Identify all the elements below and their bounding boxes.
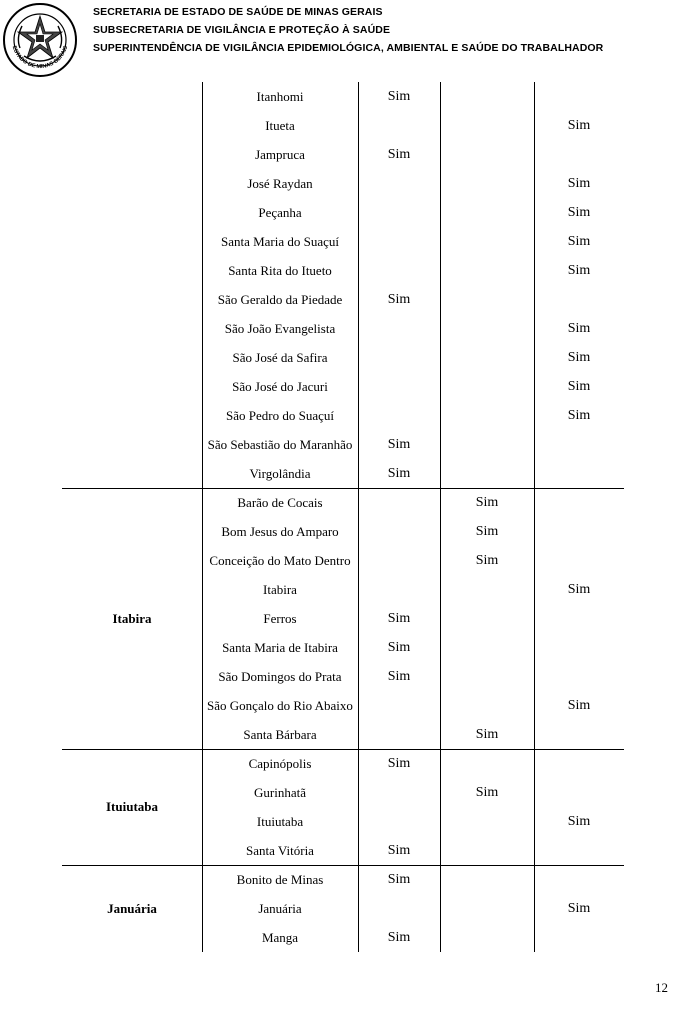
status-cell-col3 [534, 488, 624, 517]
status-cell-col1: Sim [387, 756, 411, 771]
status-cell-col1: Sim [387, 89, 411, 104]
status-cell-col2: Sim [475, 524, 499, 539]
status-cell-col2 [440, 169, 534, 198]
table-row [62, 314, 624, 343]
table-row [62, 227, 624, 256]
table-row [62, 285, 624, 314]
status-cell-col3 [534, 140, 624, 169]
table-row [62, 82, 624, 111]
status-cell-col3: Sim [567, 901, 591, 916]
page-number: 12 [655, 980, 668, 995]
status-cell-col3: Sim [567, 263, 591, 278]
status-cell-col1 [358, 807, 440, 836]
status-cell-col2 [440, 256, 534, 285]
status-cell-col1 [358, 778, 440, 807]
status-cell-col2 [440, 343, 534, 372]
status-cell-col2 [440, 807, 534, 836]
region-separator [62, 865, 624, 866]
status-cell-col1: Sim [387, 292, 411, 307]
municipality-table [62, 82, 624, 952]
municipality-cell: Manga [261, 930, 299, 945]
status-cell-col2 [440, 227, 534, 256]
status-cell-col3: Sim [567, 118, 591, 133]
status-cell-col2 [440, 749, 534, 778]
municipality-cell: Bom Jesus do Amparo [221, 524, 339, 539]
status-cell-col2 [440, 894, 534, 923]
status-cell-col3: Sim [567, 321, 591, 336]
status-cell-col3 [534, 517, 624, 546]
table-row [62, 923, 624, 952]
municipality-cell: Barão de Cocais [237, 495, 323, 510]
table-row [62, 140, 624, 169]
status-cell-col3: Sim [567, 379, 591, 394]
status-cell-col2 [440, 140, 534, 169]
status-cell-col3 [534, 430, 624, 459]
status-cell-col1 [358, 314, 440, 343]
table-row [62, 256, 624, 285]
status-cell-col2 [440, 923, 534, 952]
municipality-cell: Virgolândia [249, 466, 311, 481]
status-cell-col2 [440, 198, 534, 227]
table-row [62, 633, 624, 662]
status-cell-col1: Sim [387, 669, 411, 684]
status-cell-col1: Sim [387, 843, 411, 858]
municipality-cell: São João Evangelista [224, 321, 336, 336]
region-label: Itabira [112, 610, 152, 626]
table-row [62, 459, 624, 488]
table-row [62, 430, 624, 459]
table-row [62, 691, 624, 720]
municipality-cell: Itabira [263, 582, 297, 597]
region-label: Januária [107, 900, 157, 916]
region-separator [62, 488, 624, 489]
state-seal-icon [2, 2, 78, 78]
status-cell-col3 [534, 778, 624, 807]
municipality-cell: Bonito de Minas [236, 872, 324, 887]
status-cell-col1 [358, 691, 440, 720]
table-row [62, 662, 624, 691]
municipality-cell: Gurinhatã [254, 785, 306, 800]
table-row [62, 546, 624, 575]
table-row [62, 169, 624, 198]
status-cell-col2 [440, 82, 534, 111]
status-cell-col2: Sim [475, 553, 499, 568]
status-cell-col1 [358, 517, 440, 546]
status-cell-col3: Sim [567, 814, 591, 829]
municipality-cell: Capinópolis [248, 756, 312, 771]
municipality-cell: São José do Jacuri [232, 379, 328, 394]
table-row [62, 836, 624, 865]
status-cell-col3: Sim [567, 350, 591, 365]
status-cell-col3 [534, 82, 624, 111]
status-cell-col3: Sim [567, 234, 591, 249]
status-cell-col1: Sim [387, 466, 411, 481]
status-cell-col1: Sim [387, 930, 411, 945]
status-cell-col1 [358, 227, 440, 256]
status-cell-col1: Sim [387, 611, 411, 626]
status-cell-col2 [440, 430, 534, 459]
status-cell-col3 [534, 865, 624, 894]
municipality-cell: Peçanha [258, 205, 302, 220]
status-cell-col3 [534, 749, 624, 778]
municipality-cell: Santa Bárbara [243, 727, 317, 742]
status-cell-col2 [440, 633, 534, 662]
municipality-cell: São Pedro do Suaçuí [226, 408, 334, 423]
municipality-cell: São Geraldo da Piedade [217, 292, 343, 307]
status-cell-col2 [440, 691, 534, 720]
table-row [62, 488, 624, 517]
status-cell-col2 [440, 401, 534, 430]
status-cell-col3 [534, 662, 624, 691]
status-cell-col3 [534, 285, 624, 314]
status-cell-col2 [440, 662, 534, 691]
municipality-cell: Itanhomi [256, 89, 304, 104]
status-cell-col3: Sim [567, 408, 591, 423]
status-cell-col1 [358, 894, 440, 923]
status-cell-col1 [358, 575, 440, 604]
status-cell-col2 [440, 314, 534, 343]
status-cell-col3 [534, 633, 624, 662]
municipality-cell: Santa Rita do Itueto [228, 263, 332, 278]
table-row [62, 198, 624, 227]
municipality-cell: Jampruca [255, 147, 305, 162]
status-cell-col2 [440, 459, 534, 488]
status-cell-col3: Sim [567, 205, 591, 220]
municipality-cell: Itueta [265, 118, 295, 133]
status-cell-col3: Sim [567, 176, 591, 191]
table-row [62, 372, 624, 401]
status-cell-col1 [358, 111, 440, 140]
table-row [62, 401, 624, 430]
table-row [62, 111, 624, 140]
table-row [62, 343, 624, 372]
status-cell-col2 [440, 111, 534, 140]
status-cell-col2 [440, 865, 534, 894]
status-cell-col1 [358, 343, 440, 372]
status-cell-col2 [440, 575, 534, 604]
municipality-cell: São Domingos do Prata [218, 669, 342, 684]
status-cell-col3 [534, 720, 624, 749]
table-row [62, 517, 624, 546]
status-cell-col1 [358, 401, 440, 430]
municipality-cell: Januária [258, 901, 302, 916]
municipality-cell: Santa Maria de Itabira [222, 640, 338, 655]
status-cell-col2 [440, 285, 534, 314]
table-row [62, 575, 624, 604]
status-cell-col1: Sim [387, 147, 411, 162]
svg-text:ESTADO DE MINAS GERAIS: ESTADO DE MINAS GERAIS [10, 45, 70, 71]
status-cell-col3 [534, 836, 624, 865]
page-header [0, 0, 700, 80]
status-cell-col3 [534, 923, 624, 952]
status-cell-col2 [440, 604, 534, 633]
status-cell-col1 [358, 546, 440, 575]
status-cell-col1 [358, 488, 440, 517]
municipality-cell: São Gonçalo do Rio Abaixo [207, 698, 353, 713]
status-cell-col3 [534, 604, 624, 633]
status-cell-col1: Sim [387, 640, 411, 655]
municipality-cell: Santa Maria do Suaçuí [220, 234, 340, 249]
municipality-cell: Conceição do Mato Dentro [209, 553, 351, 568]
municipality-cell: José Raydan [247, 176, 313, 191]
status-cell-col2: Sim [475, 495, 499, 510]
status-cell-col1: Sim [387, 872, 411, 887]
header-subsecretaria: SUBSECRETARIA DE VIGILÂNCIA E PROTEÇÃO À SAÚDE [93, 24, 391, 36]
status-cell-col2 [440, 372, 534, 401]
status-cell-col1 [358, 372, 440, 401]
status-cell-col2: Sim [475, 785, 499, 800]
status-cell-col3: Sim [567, 582, 591, 597]
status-cell-col1 [358, 169, 440, 198]
table-row [62, 749, 624, 778]
status-cell-col1 [358, 720, 440, 749]
municipality-cell: São José da Safira [232, 350, 328, 365]
status-cell-col1 [358, 198, 440, 227]
municipality-cell: São Sebastião do Maranhão [207, 437, 353, 452]
status-cell-col3 [534, 546, 624, 575]
region-label: Ituiutaba [105, 799, 159, 814]
municipality-cell: Ituiutaba [256, 814, 304, 829]
status-cell-col3 [534, 459, 624, 488]
status-cell-col1: Sim [387, 437, 411, 452]
status-cell-col2 [440, 836, 534, 865]
municipality-cell: Ferros [263, 611, 297, 626]
header-superintendencia: SUPERINTENDÊNCIA DE VIGILÂNCIA EPIDEMIOLÓGICA, AMBIENTAL E SAÚDE DO TRABALHADOR [93, 42, 604, 54]
table-row [62, 720, 624, 749]
region-separator [62, 749, 624, 750]
header-secretaria: SECRETARIA DE ESTADO DE SAÚDE DE MINAS GERAIS [93, 6, 383, 18]
status-cell-col1 [358, 256, 440, 285]
status-cell-col3: Sim [567, 698, 591, 713]
status-cell-col2: Sim [475, 727, 499, 742]
municipality-cell: Santa Vitória [246, 843, 314, 858]
table-row [62, 865, 624, 894]
